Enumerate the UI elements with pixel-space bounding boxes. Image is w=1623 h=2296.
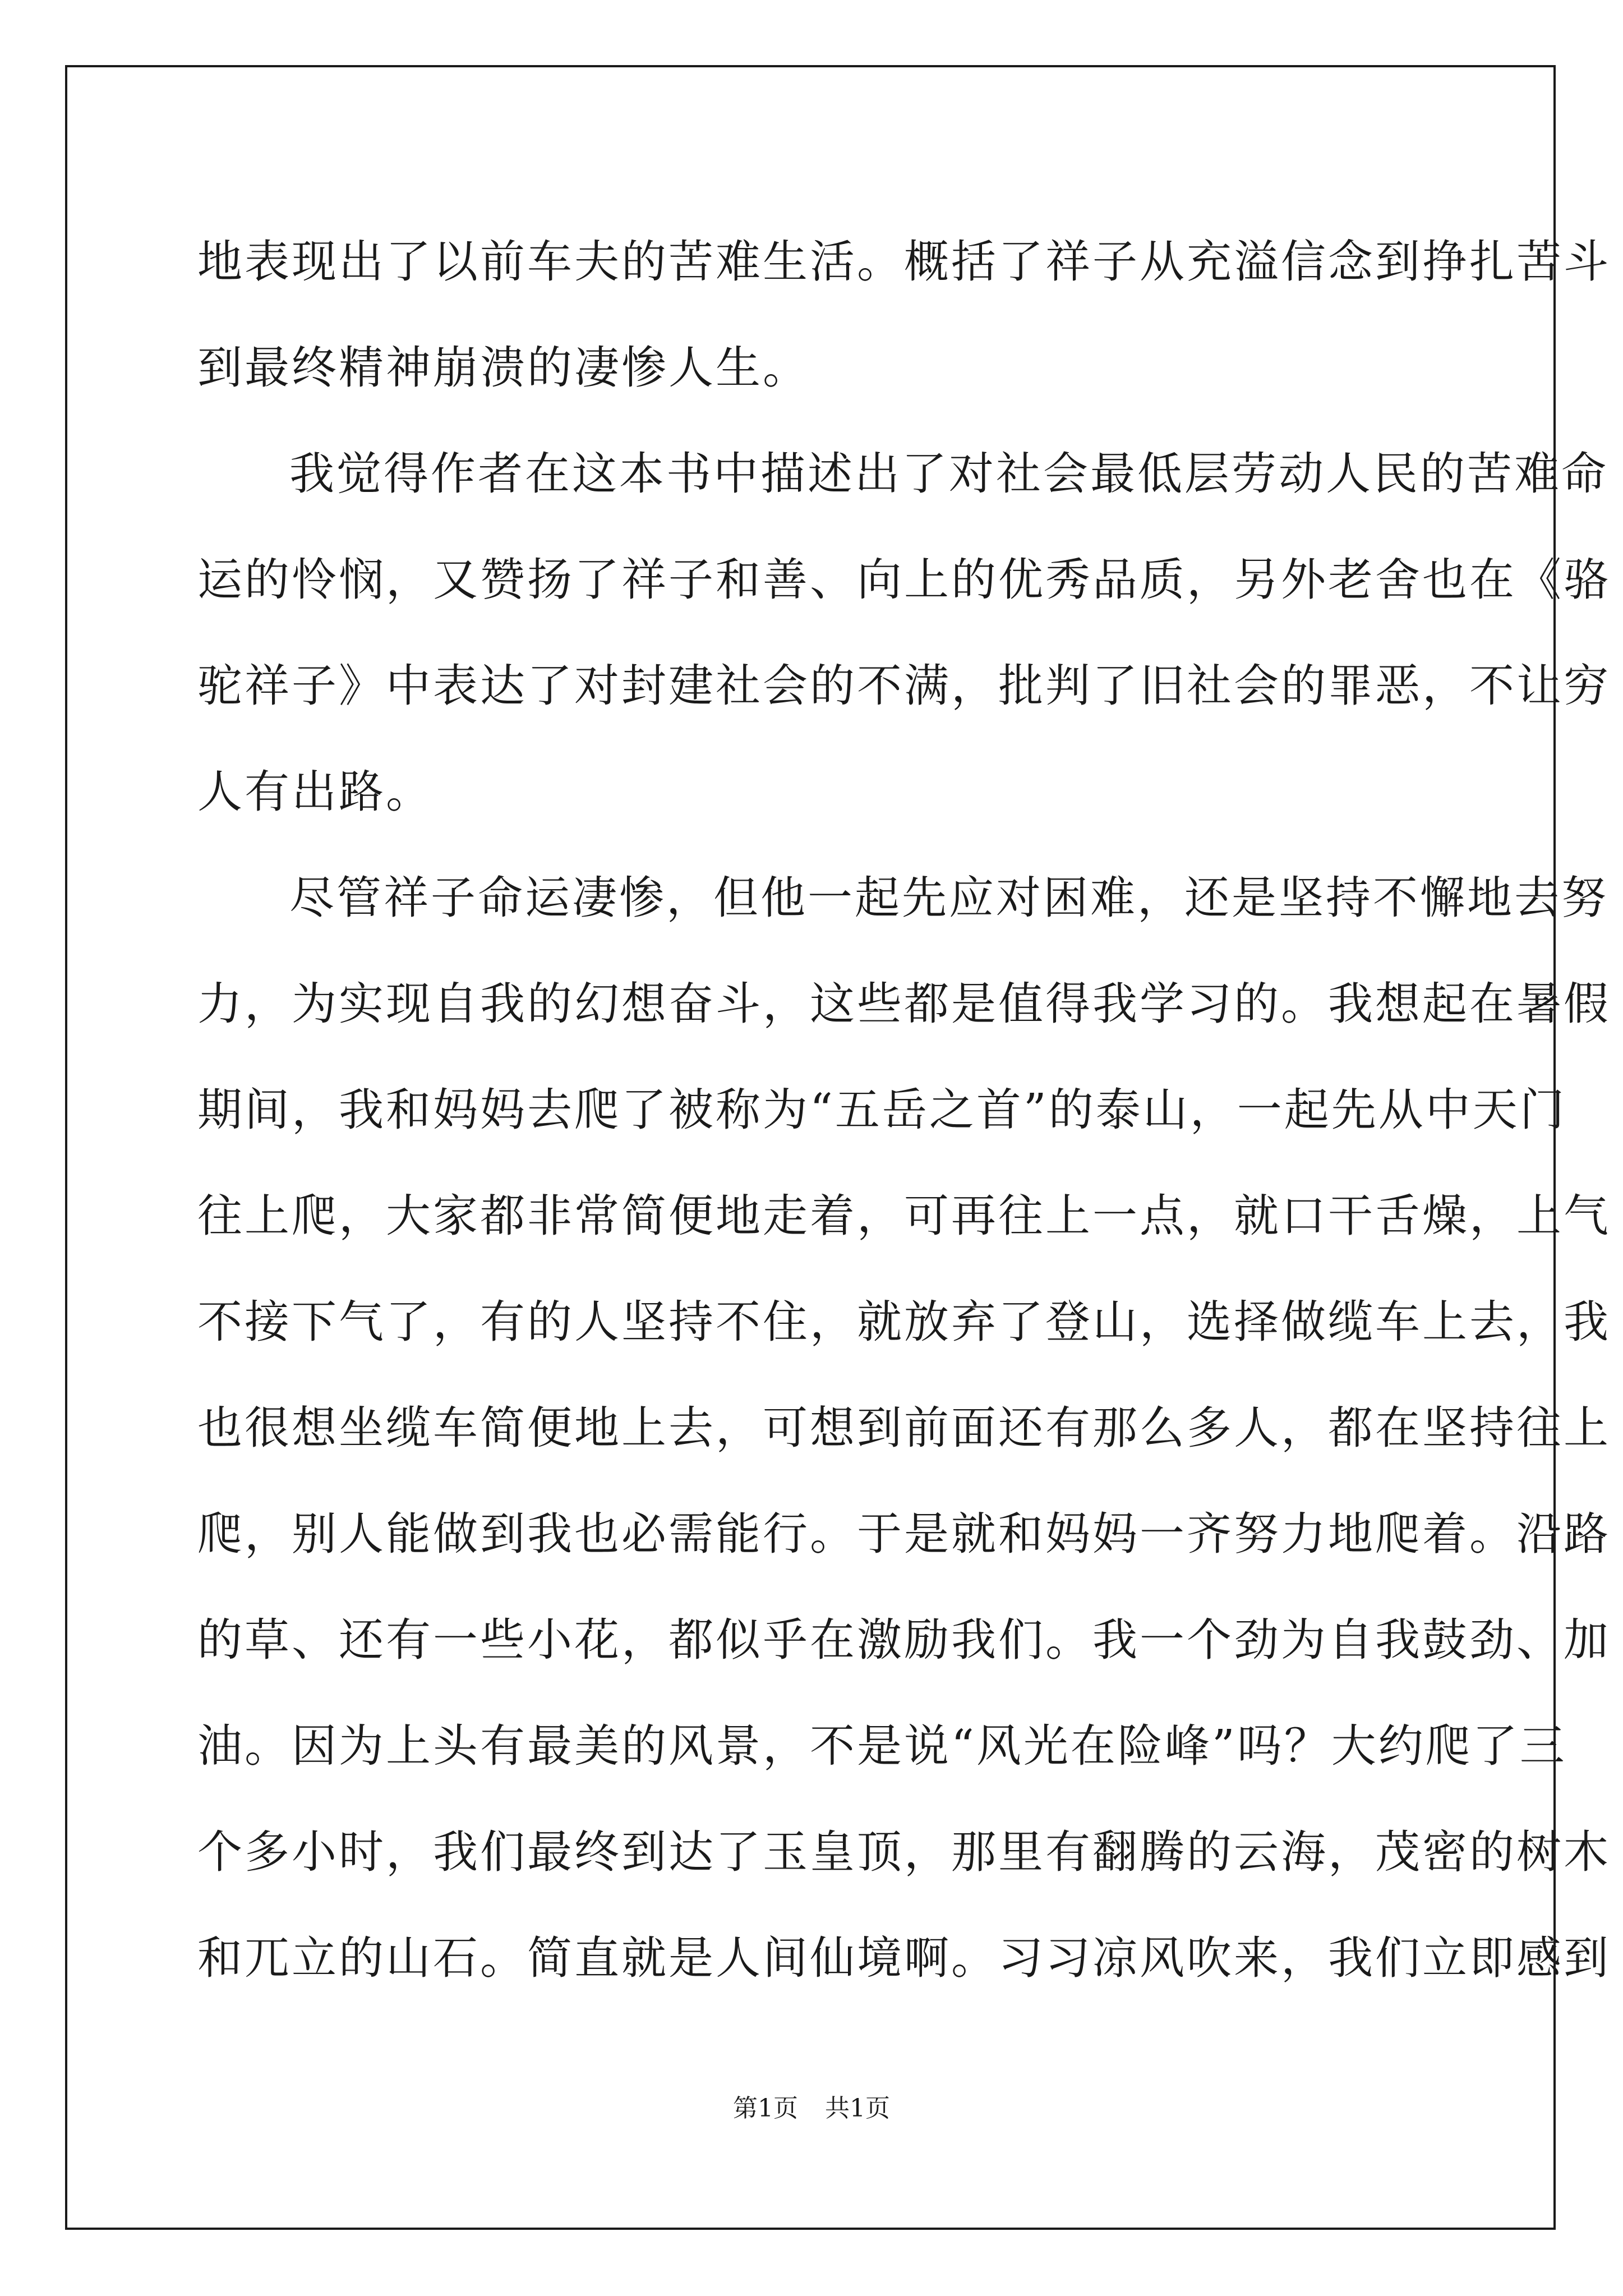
text-line: 不接下气了，有的人坚持不住，就放弃了登山，选择做缆车上去，我 [197, 1296, 1611, 1348]
text-line: 力，为实现自我的幻想奋斗，这些都是值得我学习的。我想起在暑假 [197, 978, 1611, 1030]
text-line: 的草、还有一些小花，都似乎在激励我们。我一个劲为自我鼓劲、加 [197, 1614, 1611, 1666]
text-line: 油。因为上头有最美的风景，不是说“风光在险峰”吗？大约爬了三 [197, 1720, 1567, 1772]
text-line: 和兀立的山石。简直就是人间仙境啊。习习凉风吹来，我们立即感到 [197, 1932, 1611, 1984]
text-line: 也很想坐缆车简便地上去，可想到前面还有那么多人，都在坚持往上 [197, 1402, 1611, 1454]
text-line: 驼祥子》中表达了对封建社会的不满，批判了旧社会的罪恶，不让穷 [197, 660, 1611, 712]
page-number: 第1页 [733, 2094, 798, 2123]
text-line: 人有出路。 [197, 766, 433, 818]
text-line: 到最终精神崩溃的凄惨人生。 [197, 342, 810, 394]
text-line: 期间，我和妈妈去爬了被称为“五岳之首”的泰山，一起先从中天门 [197, 1084, 1567, 1136]
text-line: 往上爬，大家都非常简便地走着，可再往上一点，就口干舌燥，上气 [197, 1190, 1611, 1242]
text-line: 地表现出了以前车夫的苦难生活。概括了祥子从充溢信念到挣扎苦斗 [197, 236, 1611, 288]
text-line: 爬，别人能做到我也必需能行。于是就和妈妈一齐努力地爬着。沿路 [197, 1508, 1611, 1560]
text-line: 运的怜悯，又赞扬了祥子和善、向上的优秀品质，另外老舍也在《骆 [197, 554, 1611, 606]
page-count: 共1页 [825, 2094, 890, 2123]
text-line: 尽管祥子命运凄惨，但他一起先应对困难，还是坚持不懈地去努 [289, 872, 1608, 924]
text-line: 我觉得作者在这本书中描述出了对社会最低层劳动人民的苦难命 [289, 448, 1608, 500]
document-body [197, 209, 1611, 2011]
page-footer [0, 2088, 1623, 2124]
text-line: 个多小时，我们最终到达了玉皇顶，那里有翻腾的云海，茂密的树木 [197, 1826, 1611, 1878]
